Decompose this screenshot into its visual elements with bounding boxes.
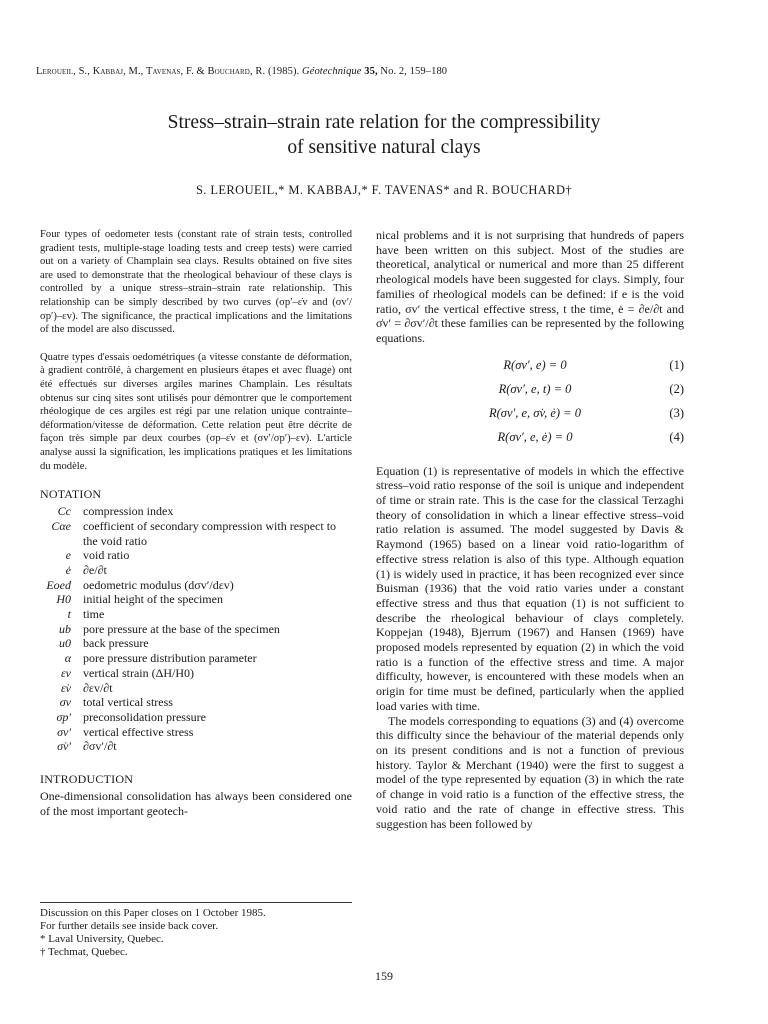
paper-title-line-2: of sensitive natural clays	[287, 137, 481, 158]
footnote-details: For further details see inside back cover.	[40, 920, 219, 932]
footnote-affiliation-2: † Techmat, Quebec.	[40, 946, 128, 958]
notation-item	[40, 563, 352, 578]
notation-heading: NOTATION	[40, 487, 102, 502]
paper-authors: S. LEROUEIL,* M. KABBAJ,* F. TAVENAS* and R. BOUCHARD†	[195, 183, 573, 197]
body-paragraph-1: nical problems and it is not surprising that hundreds of papers have been written on this subject. Most of the studies are theoretical, analytical or numerical and more than 25 different rheological models have been suggested for clays. Simply, four families of rheological models can be defined: if e is the void ratio, σv′ the vertical effective stress, t the time, ė = ∂e/∂t and σ̇v′ = ∂σv′/∂t these families can be represented by the following equations.	[376, 228, 684, 345]
notation-symbol: ub	[59, 621, 71, 636]
notation-symbol: u0	[59, 636, 71, 651]
notation-symbol: ė	[65, 562, 71, 577]
notation-item	[40, 739, 352, 754]
equation-number: (2)	[669, 382, 684, 397]
body-paragraph-2: Equation (1) is representative of models in which the effective stress–void ratio response of the soil is unique and independent of time or strain rate. This is the case for the classical Terzaghi theory of consolidation in which a linear effective stress–void ratio relation is assumed. The model suggested by Davis & Raymond (1965) based on a linear void ratio-logarithm of effective stress relation is also of this type. Although equation (1) is widely used in practice, it has been recognized ever since Buisman (1936) that the void ratio varies under a constant effective stress and thus that equation (1) is not sufficient to describe the rheological behaviour of clays completely. Koppejan (1948), Bjerrum (1967) and Hansen (1969) have proposed models represented by equation (2) in which the void ratio is a function of the effective stress and time. A major difficulty, however, is encountered with these models when an origin for time must be defined, particularly when the applied load varies with time.	[376, 463, 684, 713]
notation-symbol: σp′	[56, 709, 71, 724]
footnote-discussion: Discussion on this Paper closes on 1 October 1985.	[40, 907, 266, 919]
notation-symbol: σ̇v′	[57, 739, 71, 754]
notation-description: ∂σv′/∂t	[83, 739, 117, 754]
citation-volume: 35,	[361, 66, 378, 77]
notation-description: initial height of the specimen	[83, 592, 223, 607]
footnotes	[40, 902, 352, 959]
notation-symbol: t	[67, 607, 71, 622]
footnote-affiliation-1: * Laval University, Quebec.	[40, 933, 164, 945]
notation-item	[40, 666, 352, 681]
equation-body: R(σv′, e, σ̇v, ė) = 0	[489, 406, 581, 421]
equation-number: (4)	[669, 430, 684, 445]
notation-description: back pressure	[83, 636, 149, 651]
notation-item	[40, 651, 352, 666]
equation	[376, 426, 684, 450]
page-number: 159	[375, 969, 393, 983]
notation-symbol: σv′	[57, 724, 71, 739]
equation	[376, 354, 684, 378]
notation-description: pore pressure at the base of the specimen	[83, 621, 280, 636]
notation-item	[40, 519, 352, 548]
notation-description: preconsolidation pressure	[83, 709, 206, 724]
notation-symbol: Cαe	[51, 518, 71, 533]
notation-item	[40, 695, 352, 710]
notation-description: time	[83, 607, 105, 622]
notation-description: coefficient of secondary compression with respect to the void ratio	[83, 518, 337, 548]
citation-year: (1985).	[265, 66, 303, 77]
citation-journal: Géotechnique	[302, 66, 362, 77]
citation-header	[36, 66, 736, 77]
notation-symbol: Cc	[57, 504, 71, 519]
equation	[376, 402, 684, 426]
notation-symbol: ε̇v	[60, 680, 71, 695]
notation-item	[40, 636, 352, 651]
citation-authors: Leroueil, S., Kabbaj, M., Tavenas, F. & Bouchard, R.	[36, 66, 266, 77]
citation-issue: No. 2, 159–180	[377, 66, 448, 77]
notation-item	[40, 710, 352, 725]
notation-description: ∂εv/∂t	[83, 680, 113, 695]
notation-description: total vertical stress	[83, 695, 173, 710]
notation-symbol: α	[64, 651, 71, 666]
equation	[376, 378, 684, 402]
paper-title	[40, 110, 728, 160]
equation-body: R(σv′, e) = 0	[503, 358, 567, 373]
introduction-text: One-dimensional consolidation has always been considered one of the most important geotech-	[40, 789, 352, 818]
notation-item	[40, 578, 352, 593]
notation-description: oedometric modulus (dσv′/dεv)	[83, 577, 234, 592]
notation-list	[40, 504, 352, 754]
notation-symbol: H0	[56, 592, 71, 607]
notation-description: compression index	[83, 504, 174, 519]
notation-item	[40, 548, 352, 563]
notation-item	[40, 592, 352, 607]
abstract-english: Four types of oedometer tests (constant rate of strain tests, controlled gradient tests, multiple-stage loading tests and creep tests) were carried out on a variety of Champlain sea clays. Results obtained on five sites are used to demonstrate that the rheological behaviour of these clays is controlled by a unique stress–strain–strain rate relationship. This relationship can be simply described by two curves (σp′–ε̇v and (σv′/σp′)–εv). The significance, the practical implications and the limitations of the model are also discussed.	[40, 229, 352, 336]
notation-symbol: Eoed	[46, 577, 71, 592]
equation-body: R(σv′, e, ė) = 0	[497, 430, 573, 445]
notation-description: void ratio	[83, 548, 130, 563]
notation-item	[40, 725, 352, 740]
notation-description: ∂e/∂t	[83, 562, 107, 577]
notation-description: vertical strain (ΔH/H0)	[83, 665, 195, 680]
notation-item	[40, 681, 352, 696]
abstract-french: Quatre types d'essais oedométriques (a vitesse constante de déformation, à gradient contrôlé, à chargement en plusieurs étapes et avec fluage) ont été effectués sur diverses argiles marines Champlain. Les résultats obtenus sur cinq sites sont utilisés pour démontrer que le comportement rhéologique de ces argiles est régi par une relation unique contrainte–déformation/vitesse de déformation. Cette relation peut être décrite de façon très simple par deux courbes (σp–ε̇v et (σv′/σp′)–εv). L'article analyse aussi la signification, les implications pratiques et les limitations du modèle.	[40, 351, 352, 472]
notation-item	[40, 607, 352, 622]
notation-description: pore pressure distribution parameter	[83, 651, 257, 666]
notation-item	[40, 622, 352, 637]
notation-symbol: e	[65, 548, 71, 563]
notation-symbol: σv	[59, 695, 71, 710]
equation-body: R(σv′, e, t) = 0	[498, 382, 572, 397]
equation-block	[376, 354, 684, 450]
equation-number: (1)	[669, 358, 684, 373]
equation-number: (3)	[669, 406, 684, 421]
notation-symbol: εv	[60, 665, 71, 680]
notation-description: vertical effective stress	[83, 724, 194, 739]
left-column	[40, 228, 352, 818]
notation-item	[40, 504, 352, 519]
paper-title-line-1: Stress–strain–strain rate relation for the compressibility	[167, 112, 601, 133]
introduction-heading: INTRODUCTION	[40, 772, 134, 787]
right-column	[376, 228, 684, 831]
body-paragraph-3: The models corresponding to equations (3) and (4) overcome this difficulty since the behaviour of the material depends only on its present conditions and is not a function of previous history. Taylor & Merchant (1940) were the first to suggest a model of the type represented by equation (3) in which the rate of change in void ratio is a function of the effective stress, the void ratio and the rate of change in effective stress. This suggestion has been followed by	[376, 713, 684, 831]
